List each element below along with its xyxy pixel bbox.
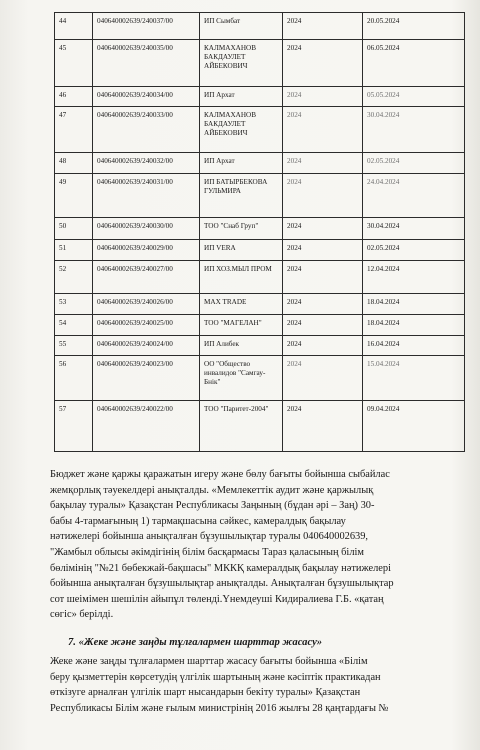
contracts-table [54,12,465,452]
cell-year: 2024 [283,153,363,174]
cell-contract-code: 040640002639/240025/00 [93,315,200,336]
cell-supplier: ИП Алибек [200,336,283,356]
paragraph-line: өткізуге арналған үлгілік шарт нысандарын бекіту туралы» Қазақстан [50,687,361,699]
cell-number: 55 [55,336,93,356]
cell-contract-code: 040640002639/240033/00 [93,107,200,153]
cell-year: 2024 [283,174,363,218]
cell-contract-code: 040640002639/240035/00 [93,40,200,87]
cell-number: 56 [55,356,93,401]
cell-contract-code: 040640002639/240023/00 [93,356,200,401]
cell-number: 45 [55,40,93,87]
table-row [55,336,465,356]
cell-number: 52 [55,261,93,294]
paragraph-line: Бюджет және қаржы қаражатын игеру және бөлу бағыты бойынша сыбайлас [50,469,390,480]
cell-date: 15.04.2024 [363,356,465,401]
cell-number: 54 [55,315,93,336]
cell-supplier: ИП Архат [200,87,283,107]
table-row [55,174,465,218]
cell-supplier: ИП БАТЫРБЕКОВА ГУЛЬМИРА [200,174,283,218]
paragraph-contracts [50,654,468,716]
cell-date: 06.05.2024 [363,40,465,87]
cell-supplier: ИП ХОЗ.МЫЛ ПРОМ [200,261,283,294]
cell-year: 2024 [283,240,363,261]
cell-date: 05.05.2024 [363,87,465,107]
cell-supplier: MAX TRADE [200,294,283,315]
cell-number: 53 [55,294,93,315]
paragraph-corruption-risks [50,467,468,623]
table-row [55,315,465,336]
paragraph-line: бойынша анықталған бұзушылықтар анықталды. Анықталған бұзушылықтар [50,578,394,590]
cell-date: 18.04.2024 [363,294,465,315]
table-row [55,153,465,174]
table-row [55,401,465,452]
cell-year: 2024 [283,218,363,240]
cell-year: 2024 [283,356,363,401]
cell-number: 44 [55,13,93,40]
cell-date: 24.04.2024 [363,174,465,218]
cell-contract-code: 040640002639/240030/00 [93,218,200,240]
paragraph-line: Республикасы Білім және ғылым министрінің 2016 жылғы 28 қаңтардағы № [50,702,389,714]
cell-contract-code: 040640002639/240029/00 [93,240,200,261]
table-row [55,356,465,401]
paragraph-line: сот шеімімен шешілін айыпұл төленді.Үнемдеуші Кидиралиева Г.Б. «қатаң [50,593,384,605]
cell-contract-code: 040640002639/240022/00 [93,401,200,452]
cell-number: 57 [55,401,93,452]
paragraph-line: сөгіс» берілді. [50,609,114,621]
cell-year: 2024 [283,87,363,107]
cell-contract-code: 040640002639/240026/00 [93,294,200,315]
cell-date: 30.04.2024 [363,218,465,240]
cell-date: 18.04.2024 [363,315,465,336]
cell-date: 16.04.2024 [363,336,465,356]
cell-number: 50 [55,218,93,240]
cell-supplier: КАЛМАХАНОВ БАКДАУЛЕТ АЙБЕКОВИЧ [200,107,283,153]
paragraph-line: нәтижелері бойынша анықталған бұзушылықтар туралы 040640002639, [50,531,369,543]
table-row [55,40,465,87]
cell-contract-code: 040640002639/240027/00 [93,261,200,294]
cell-year: 2024 [283,336,363,356]
cell-number: 46 [55,87,93,107]
cell-contract-code: 040640002639/240034/00 [93,87,200,107]
cell-year: 2024 [283,401,363,452]
cell-number: 48 [55,153,93,174]
contracts-table-body [55,13,465,452]
cell-year: 2024 [283,107,363,153]
cell-supplier: ИП VERA [200,240,283,261]
table-row [55,240,465,261]
cell-contract-code: 040640002639/240032/00 [93,153,200,174]
cell-contract-code: 040640002639/240037/00 [93,13,200,40]
paragraph-line: "Жамбыл облысы әкімдігінің білім басқармасы Тараз қаласының білім [50,546,364,558]
cell-number: 51 [55,240,93,261]
cell-year: 2024 [283,294,363,315]
section-heading: 7. «Жеке және заңды тұлғалармен шарттар жасасу» [68,637,323,648]
paragraph-line: бабы 4-тармағының 1) тармақшасына сәйкес, камералдық бақылау [50,515,346,527]
cell-supplier: КАЛМАХАНОВ БАКДАУЛЕТ АЙБЕКОВИЧ [200,40,283,87]
cell-year: 2024 [283,13,363,40]
cell-year: 2024 [283,40,363,87]
cell-date: 30.04.2024 [363,107,465,153]
cell-date: 02.05.2024 [363,153,465,174]
cell-contract-code: 040640002639/240024/00 [93,336,200,356]
cell-number: 49 [55,174,93,218]
paragraph-line: бақылау туралы» Қазақстан Республикасы Заңының (бұдан әрі – Заң) 30- [50,500,375,512]
cell-date: 12.04.2024 [363,261,465,294]
cell-contract-code: 040640002639/240031/00 [93,174,200,218]
cell-supplier: ТОО "Паритет-2004" [200,401,283,452]
table-row [55,107,465,153]
cell-supplier: ТОО "МАГЕЛАН" [200,315,283,336]
paragraph-line: бөлімінің "№21 бөбекжай-бақшасы" МККҚ камералдық бақылау нәтижелері [50,562,391,574]
table-row [55,218,465,240]
cell-number: 47 [55,107,93,153]
table-row [55,13,465,40]
cell-supplier: ИП Сымбат [200,13,283,40]
paragraph-line: Жеке және заңды тұлғалармен шарттар жасасу бағыты бойынша «Білім [50,656,368,667]
table-row [55,261,465,294]
cell-supplier: ОО "Общество инвалидов "Самгау-Бнік" [200,356,283,401]
table-row [55,294,465,315]
cell-date: 02.05.2024 [363,240,465,261]
cell-year: 2024 [283,261,363,294]
cell-date: 09.04.2024 [363,401,465,452]
table-row [55,87,465,107]
cell-date: 20.05.2024 [363,13,465,40]
cell-supplier: ИП Архат [200,153,283,174]
cell-year: 2024 [283,315,363,336]
cell-supplier: ТОО "Снаб Груп" [200,218,283,240]
paragraph-line: жемқорлық тәуекелдері анықталды. «Мемлекеттік аудит және қаржылық [50,484,374,496]
paragraph-line: беру қызметтерін көрсетудің үлгілік шартының және кәсіптік практикадан [50,671,381,683]
